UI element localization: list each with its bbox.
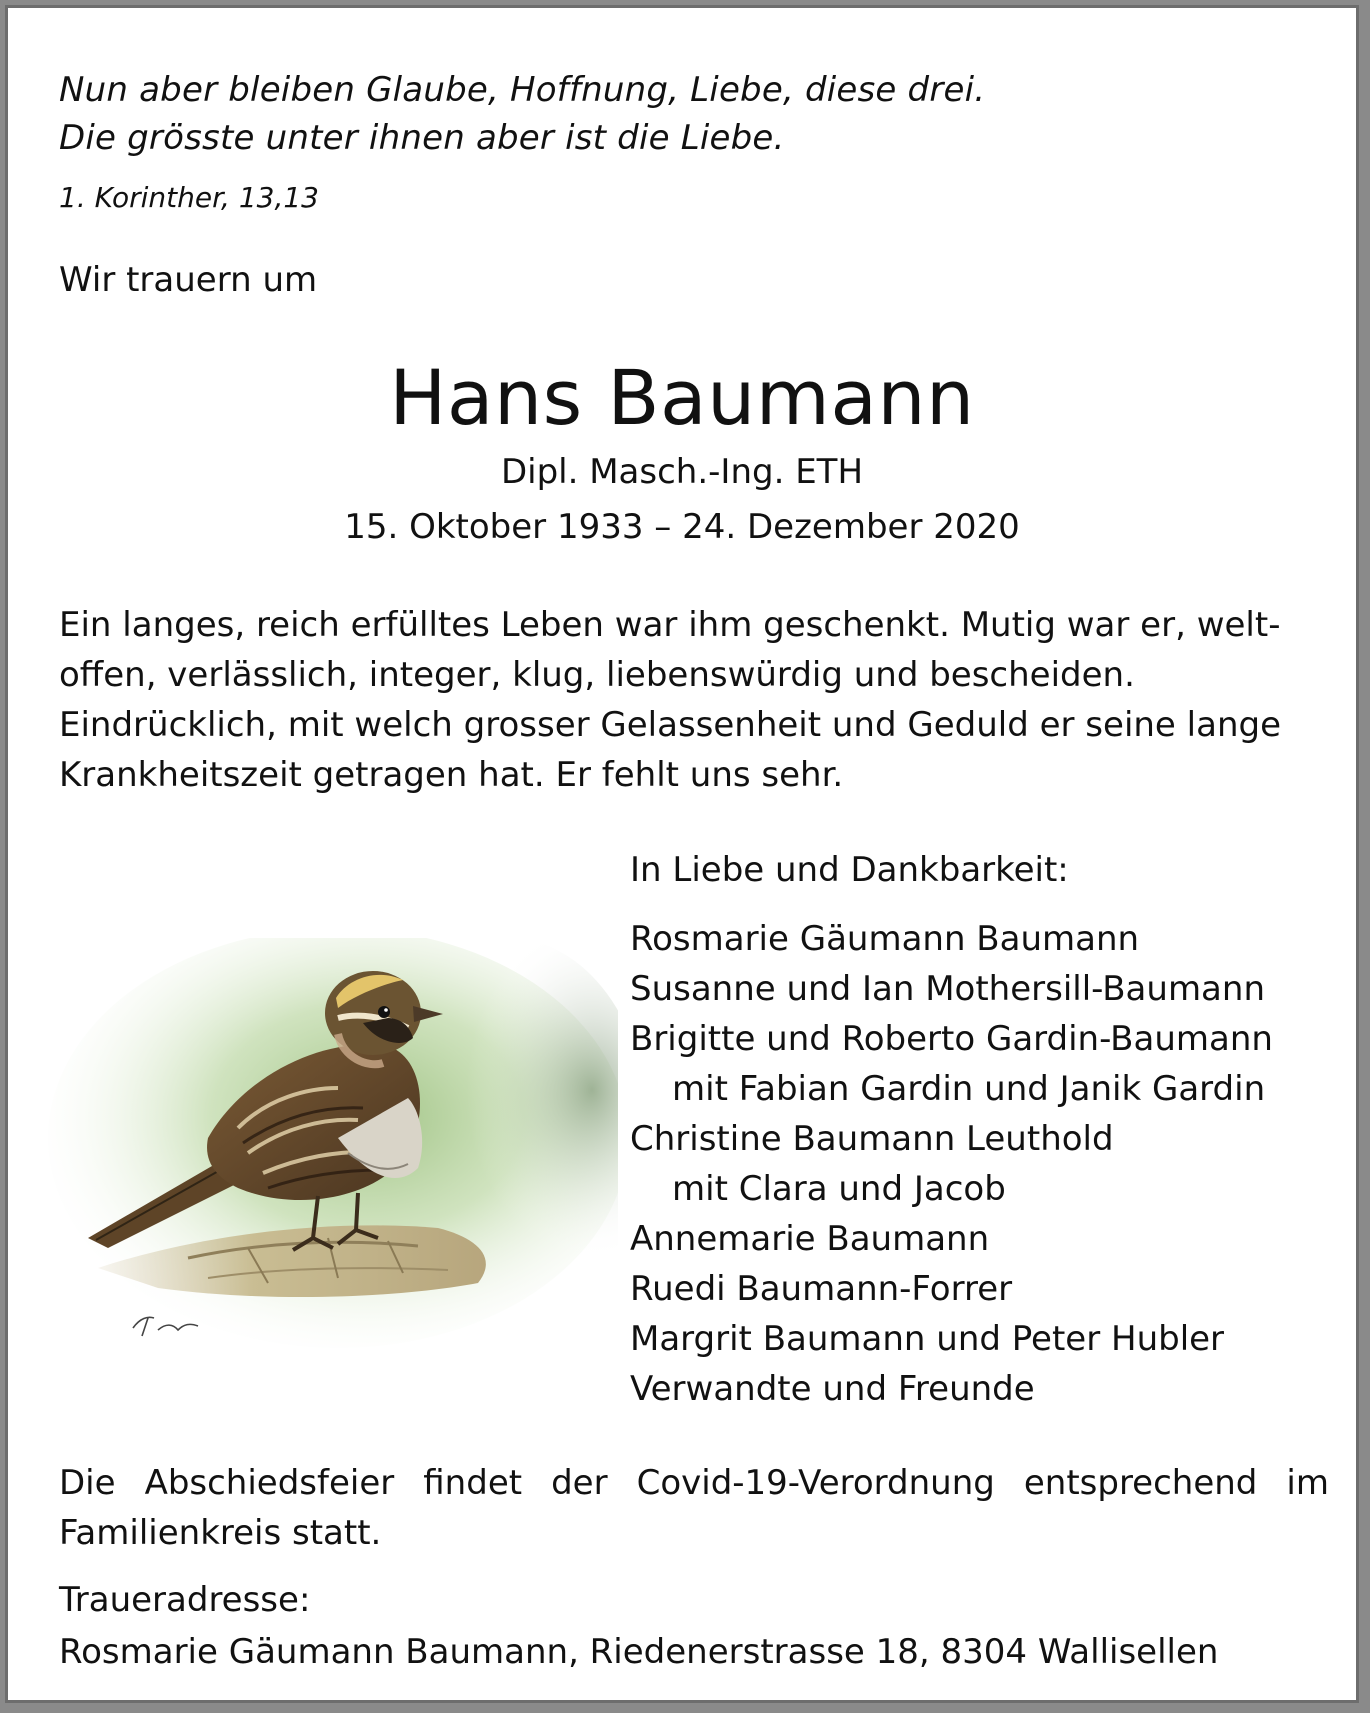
tribute-line: Krankheitszeit getragen hat. Er fehlt uns sehr. [59, 755, 844, 795]
intro-text: Wir trauern um [59, 260, 318, 300]
tribute-line: Ein langes, reich erfülltes Leben war ihm geschenkt. Mutig war er, welt- [59, 605, 1281, 645]
artist-signature [133, 1317, 198, 1336]
mourning-address: Rosmarie Gäumann Baumann, Riedenerstrasse 18, 8304 Wallisellen [59, 1632, 1219, 1672]
ceremony-word: Abschiedsfeier [144, 1463, 395, 1503]
bible-quote [59, 66, 985, 162]
quote-line-2: Die grösste unter ihnen aber ist die Liebe. [59, 118, 785, 158]
mourner-name: Margrit Baumann und Peter Hubler [630, 1319, 1225, 1359]
mourner-name: mit Fabian Gardin und Janik Gardin [672, 1069, 1266, 1109]
ceremony-word: Covid-19-Verordnung [636, 1463, 995, 1503]
quote-reference: 1. Korinther, 13,13 [59, 181, 319, 214]
tribute-line: offen, verlässlich, integer, klug, liebenswürdig und bescheiden. [59, 655, 1135, 695]
ceremony-line-2: Familienkreis statt. [59, 1513, 382, 1553]
mourner-name: mit Clara und Jacob [672, 1169, 1006, 1209]
quote-line-1: Nun aber bleiben Glaube, Hoffnung, Liebe, diese drei. [59, 70, 986, 110]
mourner-name: Ruedi Baumann-Forrer [630, 1269, 1013, 1309]
ceremony-note [59, 1458, 1329, 1558]
mourner-name: Brigitte und Roberto Gardin-Baumann [630, 1019, 1273, 1059]
mourner-name: Susanne und Ian Mothersill-Baumann [630, 969, 1265, 1009]
address-label: Traueradresse: [59, 1580, 311, 1620]
ceremony-word: im [1286, 1463, 1329, 1503]
ceremony-word: Die [59, 1463, 116, 1503]
deceased-name: Hans Baumann [389, 353, 975, 442]
ceremony-line-1 [59, 1458, 1329, 1508]
ceremony-word: entsprechend [1023, 1463, 1258, 1503]
mourners-list [630, 914, 1273, 1414]
sparrow-illustration [38, 938, 618, 1378]
mourner-name: Verwandte und Freunde [630, 1369, 1035, 1409]
tribute-line: Eindrücklich, mit welch grosser Gelassenheit und Geduld er seine lange [59, 705, 1281, 745]
mourner-name: Christine Baumann Leuthold [630, 1119, 1114, 1159]
deceased-title: Dipl. Masch.-Ing. ETH [500, 452, 864, 492]
thanks-heading: In Liebe und Dankbarkeit: [630, 850, 1069, 890]
tribute-text [59, 600, 1281, 800]
obituary-notice [5, 5, 1359, 1703]
ceremony-word: findet [423, 1463, 523, 1503]
ceremony-word: der [551, 1463, 608, 1503]
life-dates: 15. Oktober 1933 – 24. Dezember 2020 [344, 507, 1020, 547]
mourner-name: Rosmarie Gäumann Baumann [630, 919, 1140, 959]
mourner-name: Annemarie Baumann [630, 1219, 990, 1259]
